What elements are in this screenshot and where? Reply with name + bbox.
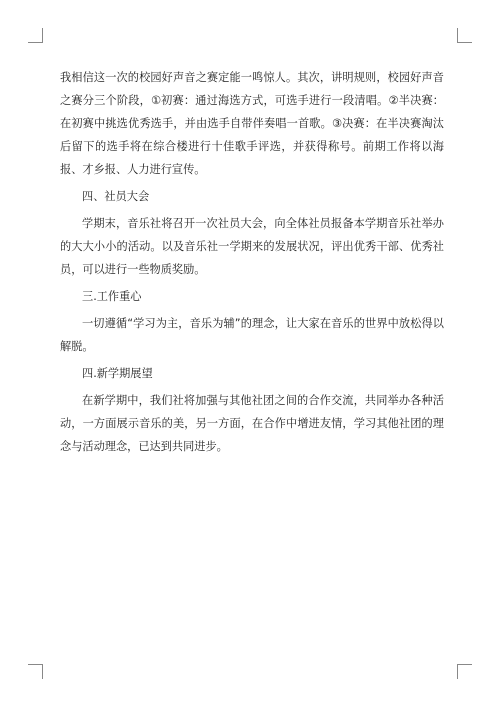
heading-work-focus: 三.工作重心 <box>82 290 142 303</box>
corner-mark-top-right <box>457 28 472 43</box>
heading-new-semester: 四.新学期展望 <box>82 367 153 380</box>
paragraph-new-semester: 在新学期中，我们社将加强与其他社团之间的合作交流，共同举办各种活动，一方面展示音乐的美，另一方面，在合作中增进友情，学习其他社团的理念与活动理念，已达到共同进步。 <box>60 394 444 453</box>
paragraph-member-meeting: 学期末，音乐社将召开一次社员大会，向全体社员报备本学期音乐社举办的大大小小的活动。以及音乐社一学期来的发展状况，评出优秀干部、优秀社员，可以进行一些物质奖励。 <box>60 217 444 276</box>
corner-mark-top-left <box>28 28 43 43</box>
heading-member-meeting: 四、社员大会 <box>82 190 150 203</box>
document-body <box>60 66 444 462</box>
paragraph-work-focus: 一切遵循“学习为主，音乐为辅”的理念，让大家在音乐的世界中放松得以解脱。 <box>60 317 444 353</box>
corner-mark-bottom-left <box>28 664 43 679</box>
paragraph-intro: 我相信这一次的校园好声音之赛定能一鸣惊人。其次，讲明规则，校园好声音之赛分三个阶段，①初赛：通过海选方式，可选手进行一段清唱。②半决赛：在初赛中挑选优秀选手，并由选手自带伴奏唱一首歌。③决赛：在半决赛淘汰后留下的选手将在综合楼进行十佳歌手评选，并获得称号。前期工作将以海报、才乡报、人力进行宣传。 <box>60 71 444 176</box>
corner-mark-bottom-right <box>457 664 472 679</box>
